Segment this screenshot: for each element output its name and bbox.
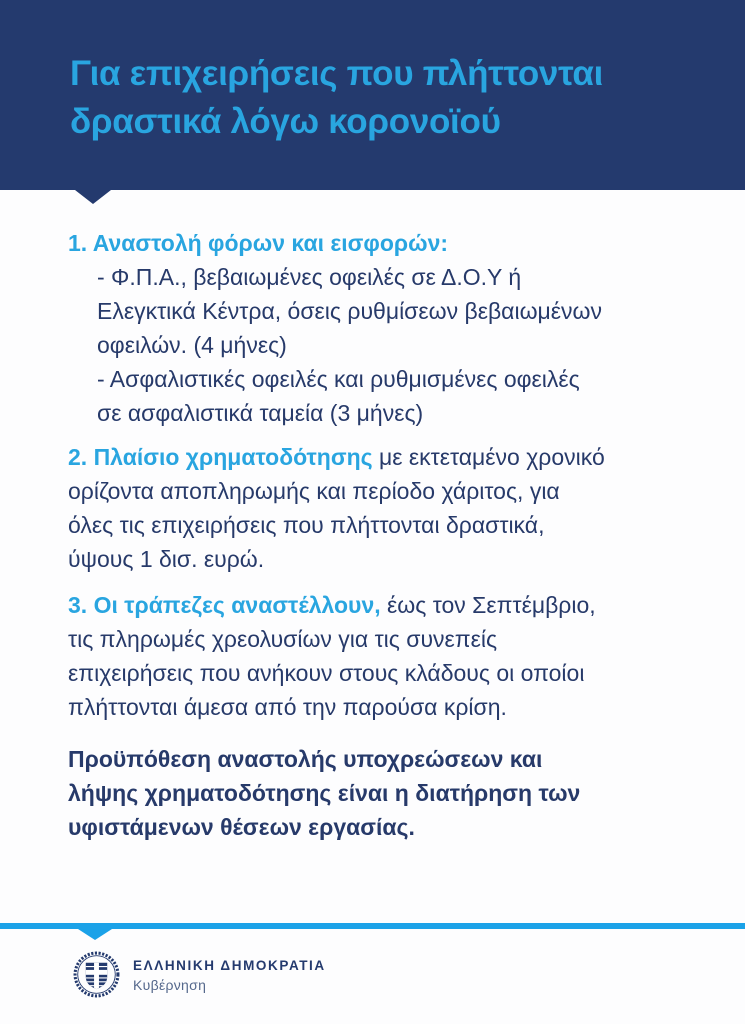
- footer-notch-arrow: [78, 929, 112, 940]
- page-title-line-2: δραστικά λόγω κορονοϊού: [70, 102, 501, 141]
- section-1: [68, 226, 690, 430]
- section-2-line: όλες τις επιχειρήσεις που πλήττονται δραστικά,: [68, 512, 545, 538]
- header-band: [0, 0, 745, 190]
- section-3-heading: 3. Οι τράπεζες αναστέλλουν,: [68, 592, 381, 618]
- org-subtitle: Κυβέρνηση: [133, 977, 207, 993]
- greek-coat-of-arms-icon: [72, 950, 121, 999]
- page-title-line-1: Για επιχειρήσεις που πλήττονται: [70, 54, 604, 93]
- section-2-line-1: [68, 440, 690, 474]
- conclusion-line: υφιστάμενων θέσεων εργασίας.: [68, 814, 415, 840]
- conclusion-line: λήψης χρηματοδότησης είναι η διατήρηση των: [68, 780, 581, 806]
- section-1-items: [97, 260, 690, 430]
- section-3-line-1: [68, 588, 690, 622]
- section-2-line: ορίζοντα αποπληρωμής και περίοδο χάριτος, για: [68, 478, 560, 504]
- section-3-text: έως τον Σεπτέμβριο,: [380, 592, 596, 618]
- section-3-line: πλήττονται άμεσα από την παρούσα κρίση.: [68, 694, 507, 720]
- body-content: [0, 190, 745, 844]
- section-1-item-line: - Ασφαλιστικές οφειλές και ρυθμισμένες οφειλές: [97, 366, 580, 392]
- conclusion-paragraph: [68, 742, 690, 844]
- section-3: [68, 588, 690, 724]
- section-3-line: τις πληρωμές χρεολυσίων για τις συνεπείς: [68, 626, 498, 652]
- footer-text-block: [133, 958, 326, 993]
- section-2-heading: 2. Πλαίσιο χρηματοδότησης: [68, 444, 373, 470]
- section-1-heading: 1. Αναστολή φόρων και εισφορών:: [68, 230, 449, 256]
- section-2-line: ύψους 1 δισ. ευρώ.: [68, 546, 265, 572]
- page-title: [70, 50, 603, 146]
- section-2: [68, 440, 690, 576]
- section-1-item-line: σε ασφαλιστικά ταμεία (3 μήνες): [97, 400, 424, 426]
- org-name: ΕΛΛΗΝΙΚΗ ΔΗΜΟΚΡΑΤΙΑ: [133, 958, 326, 973]
- section-3-line: επιχειρήσεις που ανήκουν στους κλάδους οι οποίοι: [68, 660, 585, 686]
- section-1-item-line: Ελεγκτικά Κέντρα, όσεις ρυθμίσεων βεβαιωμένων: [97, 298, 603, 324]
- conclusion-line: Προϋπόθεση αναστολής υποχρεώσεων και: [68, 746, 543, 772]
- section-1-item-line: οφειλών. (4 μήνες): [97, 332, 287, 358]
- section-1-item-line: - Φ.Π.Α., βεβαιωμένες οφειλές σε Δ.Ο.Υ ή: [97, 264, 522, 290]
- section-2-text: με εκτεταμένο χρονικό: [372, 444, 605, 470]
